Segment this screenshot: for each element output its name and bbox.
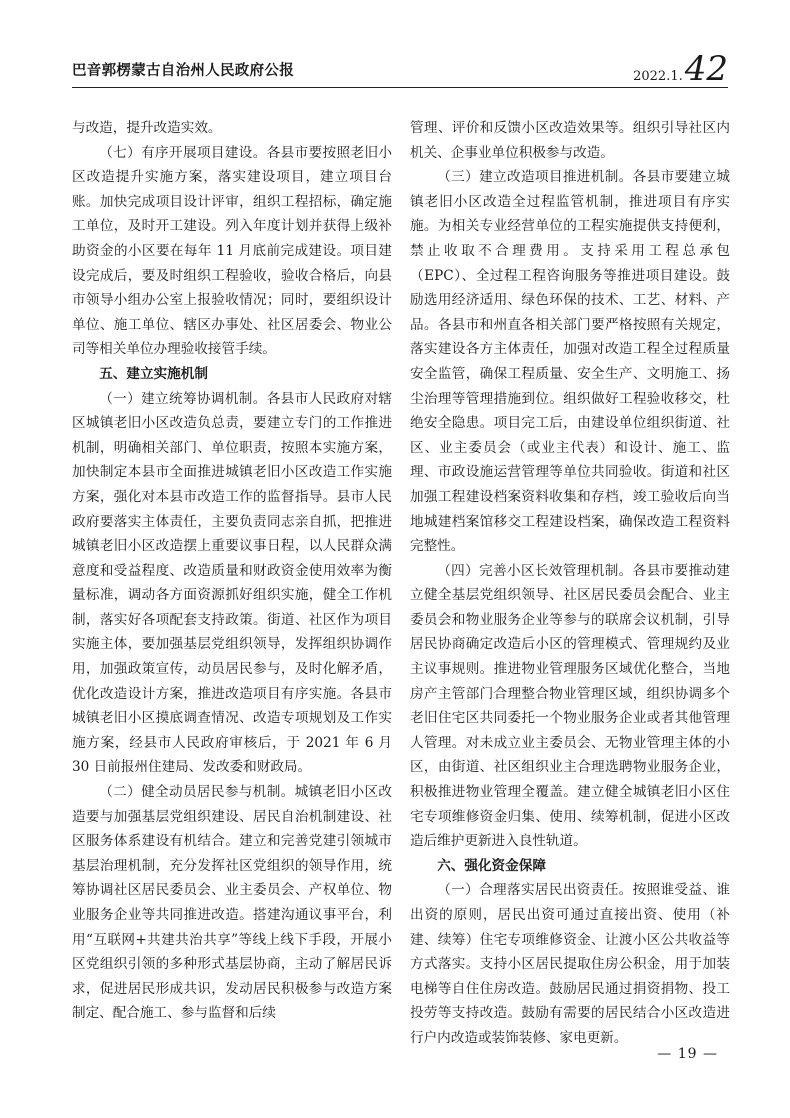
left-column: [72, 116, 392, 1026]
issue-date: 2022.1.: [633, 69, 683, 84]
section-heading: 五、建立实施机制: [99, 365, 208, 382]
body-paragraph: （三）建立改造项目推进机制。各县市要建立城镇老旧小区改造全过程监管机制，推进项目有序实施。为相关专业经营单位的工程实施提供支持便利，禁止收取不合理费用。支持采用工程总承包（EPC）、全过程工程咨询服务等推进项目建设。鼓励选用经济适用、绿色环保的技术、工艺、材料、产品。各县市和州直各相关部门要严格按照有关规定，落实建设各方主体责任，加强对改造工程全过程质量安全监管，确保工程质量、安全生产、文明施工、扬尘治理等管理措施到位。组织做好工程验收移交，杜绝安全隐患。项目完工后，由建设单位组织街道、社区、业主委员会（或业主代表）和设计、施工、监理、市政设施运营管理等单位共同验收。街道和社区加强工程建设档案资料收集和存档，竣工验收后向当地城建档案馆移交工程建设档案，确保改造工程资料完整性。: [410, 169, 730, 555]
issue-info: [633, 49, 728, 89]
header-rule: [72, 87, 728, 88]
section-heading: 六、强化资金保障: [437, 857, 546, 874]
body-paragraph: 与改造，提升改造实效。: [72, 120, 222, 136]
issue-number: 42: [684, 49, 728, 89]
right-column: [410, 116, 730, 1051]
body-paragraph: （一）合理落实居民出资责任。按照谁受益、谁出资的原则，居民出资可通过直接出资、使用（补建、续筹）住宅专项维修资金、让渡小区公共收益等方式落实。支持小区居民提取住房公积金，用于加装电梯等自住住房改造。鼓励居民通过捐资捐物、投工投劳等支持改造。鼓励有需要的居民结合小区改造进行户内改造或装饰装修、家电更新。: [410, 882, 730, 1046]
page-header: [72, 42, 728, 88]
body-paragraph: （四）完善小区长效管理机制。各县市要推动建立健全基层党组织领导、社区居民委员会配合、业主委员会和物业服务企业等参与的联席会议机制，引导居民协商确定改造后小区的管理模式、管理规约及业主议事规则。推进物业管理服务区域优化整合，当地房产主管部门合理整合物业管理区域，组织协调多个老旧住宅区共同委托一个物业服务企业或者其他管理人管理。对未成立业主委员会、无物业管理主体的小区，由街道、社区组织业主合理选聘物业服务企业，积极推进物业管理全覆盖。建立健全城镇老旧小区住宅专项维修资金归集、使用、续筹机制，促进小区改造后维护更新进入良性轨道。: [410, 562, 730, 850]
gazette-title: 巴音郭楞蒙古自治州人民政府公报: [72, 63, 294, 79]
body-paragraph: （七）有序开展项目建设。各县市要按照老旧小区改造提升实施方案，落实建设项目，建立项目台账。加快完成项目设计评审，组织工程招标，确定施工单位，及时开工建设。列入年度计划并获得上级补助资金的小区要在每年 11 月底前完成建设。项目建设完成后，要及时组织工程验收，验收合格后，向县市领导小组办公室上报验收情况；同时，要组织设计单位、施工单位、辖区办事处、社区居委会、物业公司等相关单位办理验收接管手续。: [72, 144, 392, 358]
page-number: — 19 —: [657, 1046, 718, 1062]
body-paragraph: （一）建立统筹协调机制。各县市人民政府对辖区城镇老旧小区改造负总责，要建立专门的工作推进机制，明确相关部门、单位职责，按照本实施方案，加快制定本县市全面推进城镇老旧小区改造工作实施方案，强化对本县市改造工作的监督指导。县市人民政府要落实主体责任，主要负责同志亲自抓，把推进城镇老旧小区改造摆上重要议事日程，以人民群众满意度和受益程度、改造质量和财政资金使用效率为衡量标准，调动各方面资源抓好组织实施，健全工作机制，落实好各项配套支持政策。街道、社区作为项目实施主体，要加强基层党组织领导，发挥组织协调作用，加强政策宣传，动员居民参与，及时化解矛盾，优化改造设计方案，推进改造项目有序实施。各县市城镇老旧小区摸底调查情况、改造专项规划及工作实施方案，经县市人民政府审核后，于 2021 年 6 月 30 日前报州住建局、发改委和财政局。: [72, 390, 392, 776]
body-paragraph: （二）健全动员居民参与机制。城镇老旧小区改造要与加强基层党组织建设、居民自治机制建设、社区服务体系建设有机结合。建立和完善党建引领城市基层治理机制，充分发挥社区党组织的领导作用，统筹协调社区居民委员会、业主委员会、产权单位、物业服务企业等共同推进改造。搭建沟通议事平台，利用“互联网+共建共治共享”等线上线下手段，开展小区党组织引领的多种形式基层协商，主动了解居民诉求，促进居民形成共识，发动居民积极参与改造方案制定、配合施工、参与监督和后续: [72, 784, 392, 1022]
body-paragraph: 管理、评价和反馈小区改造效果等。组织引导社区内机关、企事业单位积极参与改造。: [410, 120, 730, 161]
